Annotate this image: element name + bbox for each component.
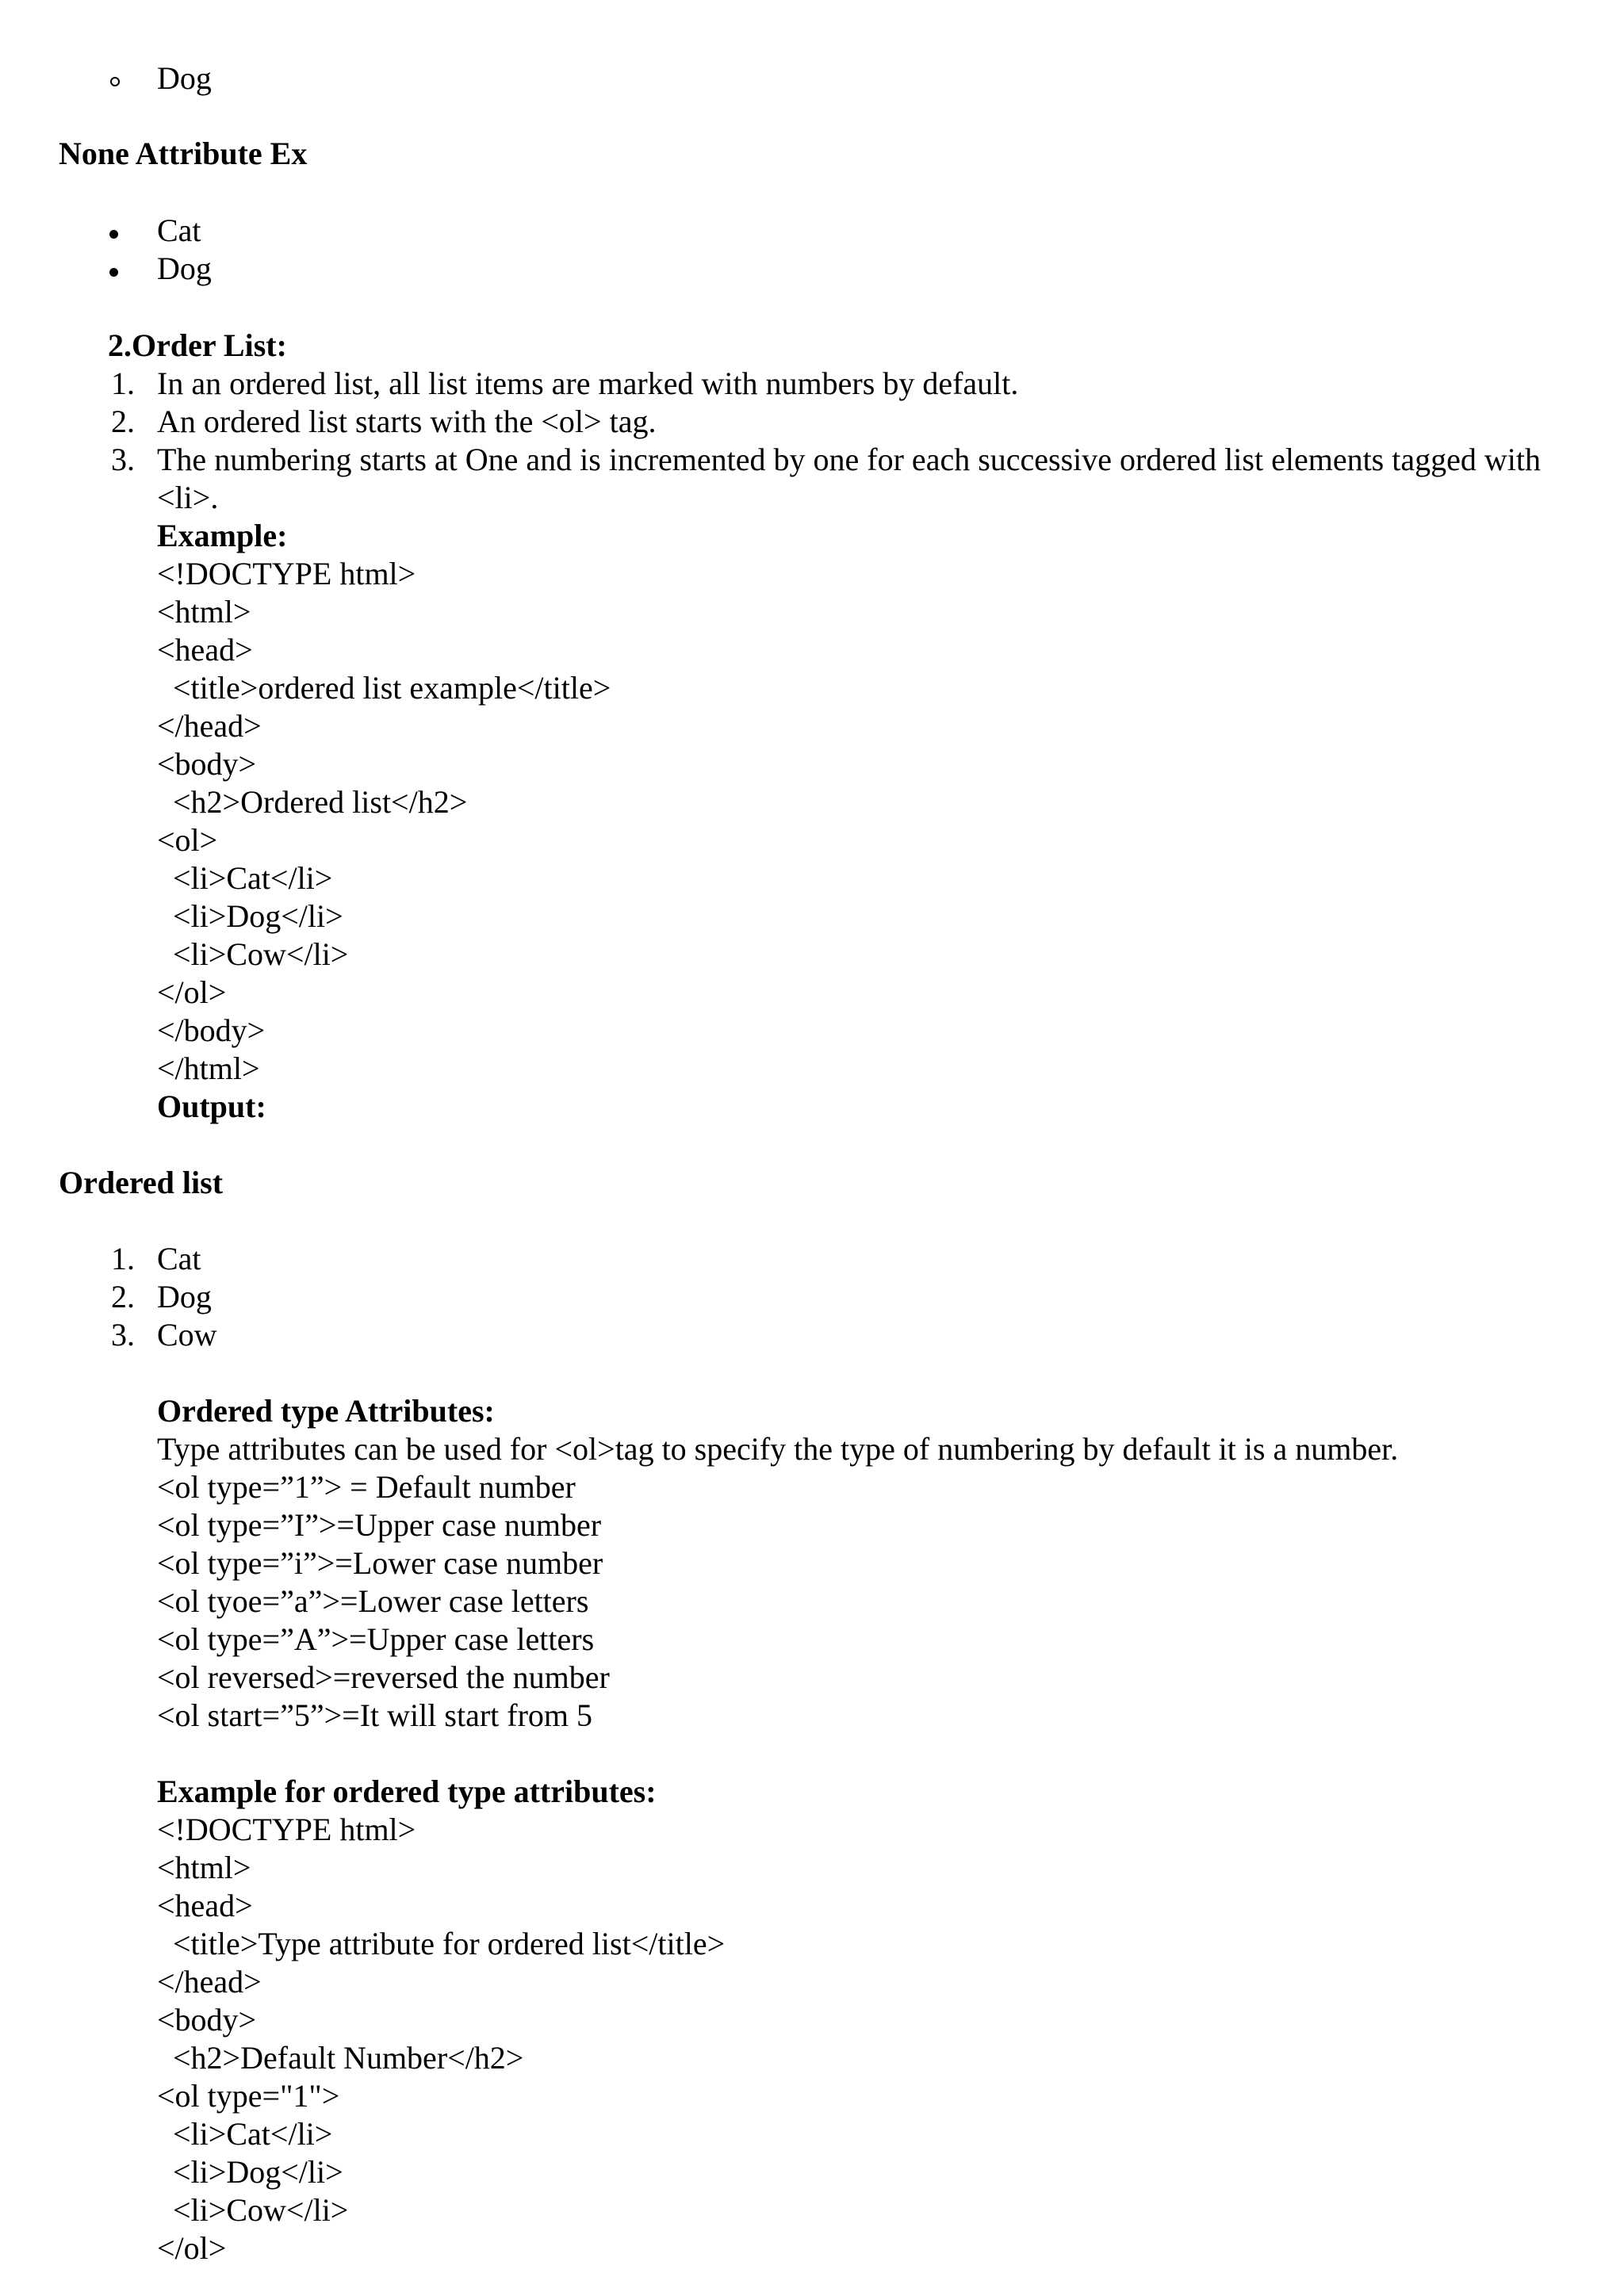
code-line: <head> — [157, 632, 253, 668]
code-line: <head> — [157, 1888, 253, 1923]
code-line: </ol> — [157, 2230, 227, 2266]
list-item: Dog — [157, 1279, 212, 1314]
output-heading: Ordered list — [59, 1165, 224, 1200]
circle-bullet-icon — [110, 77, 120, 86]
section-heading: 2.Order List: — [108, 327, 287, 363]
code-line: <html> — [157, 594, 251, 629]
list-item: Dog — [157, 60, 212, 96]
list-number: 2. — [111, 1279, 135, 1314]
attribute-line: <ol reversed>=reversed the number — [157, 1659, 610, 1695]
attribute-line: <ol tyoe=”a”>=Lower case letters — [157, 1583, 589, 1619]
list-number: 1. — [111, 1241, 135, 1276]
code-line: <li>Dog</li> — [157, 898, 343, 934]
section-heading: Example for ordered type attributes: — [157, 1774, 657, 1809]
code-line: <title>ordered list example</title> — [157, 670, 611, 706]
list-item: Cow — [157, 1317, 217, 1353]
code-line: <title>Type attribute for ordered list</title> — [157, 1926, 726, 1961]
list-item: Cat — [157, 212, 201, 248]
code-line: <body> — [157, 746, 257, 782]
code-line: <html> — [157, 1850, 251, 1885]
code-line: <li>Cat</li> — [157, 860, 333, 896]
list-number: 3. — [111, 1317, 135, 1353]
code-line: <ol> — [157, 822, 218, 858]
code-line: <li>Cow</li> — [157, 936, 349, 972]
attribute-line: <ol type=”i”>=Lower case number — [157, 1545, 603, 1581]
list-number: 3. — [111, 442, 135, 477]
attribute-line: <ol type=”A”>=Upper case letters — [157, 1621, 595, 1657]
list-item-continuation: <li>. — [157, 480, 219, 515]
code-line: <!DOCTYPE html> — [157, 556, 416, 591]
code-line: <ol type="1"> — [157, 2078, 340, 2114]
list-item: An ordered list starts with the <ol> tag. — [157, 404, 657, 439]
code-line: <li>Cat</li> — [157, 2116, 333, 2152]
list-item: Dog — [157, 251, 212, 286]
output-label: Output: — [157, 1089, 266, 1124]
attribute-line: <ol start=”5”>=It will start from 5 — [157, 1697, 593, 1733]
code-line: </body> — [157, 1012, 266, 1048]
code-line: </head> — [157, 1964, 262, 1999]
code-line: <h2>Default Number</h2> — [157, 2040, 524, 2076]
code-line: <!DOCTYPE html> — [157, 1812, 416, 1847]
section-heading: None Attribute Ex — [59, 136, 308, 171]
disc-bullet-icon — [109, 268, 118, 277]
paragraph: Type attributes can be used for <ol>tag to specify the type of numbering by default it is a number. — [157, 1431, 1399, 1467]
attribute-line: <ol type=”1”> = Default number — [157, 1469, 576, 1505]
section-heading: Ordered type Attributes: — [157, 1393, 495, 1429]
code-line: <body> — [157, 2002, 257, 2038]
list-number: 2. — [111, 404, 135, 439]
code-line: <li>Cow</li> — [157, 2192, 349, 2228]
code-line: </ol> — [157, 974, 227, 1010]
disc-bullet-icon — [109, 230, 118, 239]
attribute-line: <ol type=”I”>=Upper case number — [157, 1507, 602, 1543]
example-label: Example: — [157, 518, 288, 553]
list-item: In an ordered list, all list items are marked with numbers by default. — [157, 365, 1019, 401]
code-line: <li>Dog</li> — [157, 2154, 343, 2190]
list-number: 1. — [111, 365, 135, 401]
code-line: </html> — [157, 1050, 260, 1086]
code-line: </head> — [157, 708, 262, 744]
code-line: <h2>Ordered list</h2> — [157, 784, 468, 820]
list-item: The numbering starts at One and is incremented by one for each successive ordered list elements tagged with — [157, 442, 1541, 477]
list-item: Cat — [157, 1241, 201, 1276]
